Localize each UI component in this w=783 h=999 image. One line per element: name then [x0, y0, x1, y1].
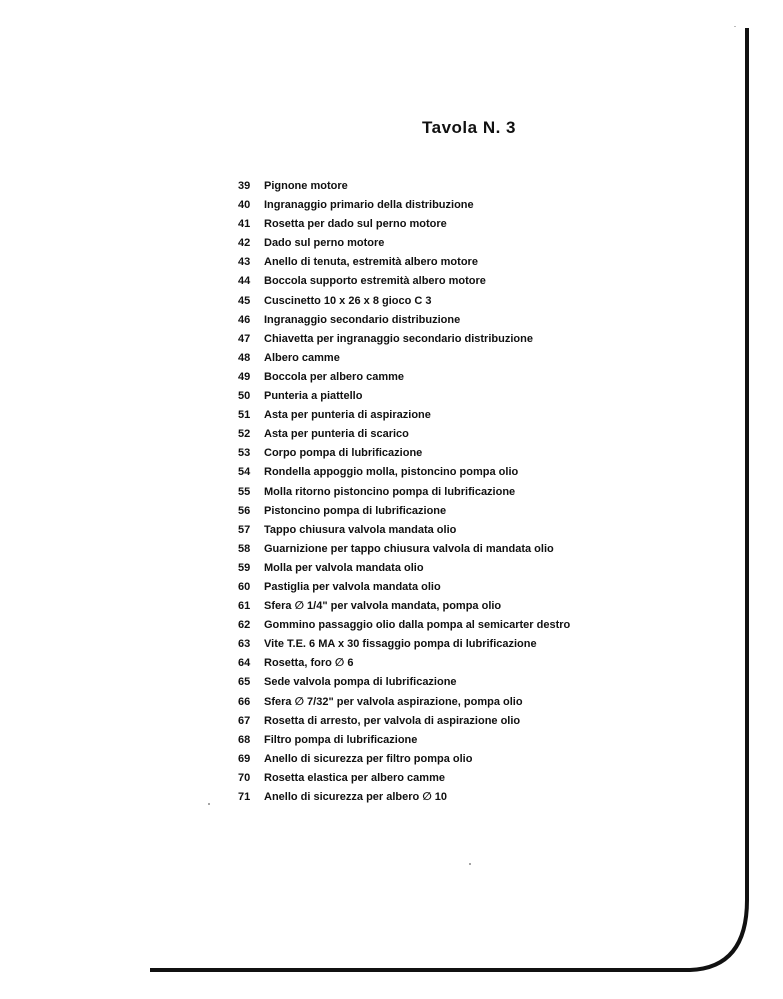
part-row	[238, 635, 570, 654]
part-row	[238, 406, 570, 425]
part-row	[238, 330, 570, 349]
part-description: Anello di tenuta, estremità albero motore	[264, 256, 478, 269]
part-number: 70	[238, 771, 251, 784]
part-number: 51	[238, 409, 251, 422]
part-number: 63	[238, 638, 251, 651]
part-description: Corpo pompa di lubrificazione	[264, 447, 423, 460]
part-description: Vite T.E. 6 MA x 30 fissaggio pompa di lubrificazione	[264, 638, 537, 651]
part-description: Anello di sicurezza per albero ∅ 10	[264, 791, 448, 803]
part-description: Pignone motore	[264, 180, 348, 192]
page-title: Tavola N. 3	[422, 118, 516, 137]
part-row	[238, 788, 570, 807]
part-number: 44	[238, 275, 251, 288]
part-row	[238, 272, 570, 291]
part-description: Boccola supporto estremità albero motore	[264, 275, 486, 288]
part-description: Anello di sicurezza per filtro pompa olio	[264, 752, 473, 765]
part-row	[238, 234, 570, 253]
part-row	[238, 769, 570, 788]
part-row	[238, 502, 570, 521]
part-number: 50	[238, 390, 251, 403]
part-row	[238, 196, 570, 215]
part-description: Guarnizione per tappo chiusura valvola di mandata olio	[264, 542, 554, 555]
part-description: Filtro pompa di lubrificazione	[264, 733, 418, 746]
part-number: 42	[238, 237, 251, 250]
part-row	[238, 578, 570, 597]
part-number: 57	[238, 523, 251, 536]
part-row	[238, 521, 570, 540]
part-number: 61	[238, 600, 251, 613]
part-row	[238, 654, 570, 673]
part-row	[238, 673, 570, 692]
scan-speck	[469, 863, 471, 865]
part-row	[238, 597, 570, 616]
part-row	[238, 731, 570, 750]
part-number: 69	[238, 752, 251, 765]
part-number: 66	[238, 695, 251, 708]
part-number: 65	[238, 676, 251, 689]
part-number: 40	[238, 199, 251, 212]
part-row	[238, 425, 570, 444]
part-number: 43	[238, 256, 251, 269]
part-description: Rosetta per dado sul perno motore	[264, 218, 447, 231]
part-description: Rosetta di arresto, per valvola di aspirazione olio	[264, 714, 521, 727]
part-row	[238, 463, 570, 482]
part-description: Rosetta elastica per albero camme	[264, 771, 445, 784]
part-number: 48	[238, 351, 251, 364]
parts-list	[238, 177, 570, 807]
part-description: Sede valvola pompa di lubrificazione	[264, 676, 457, 689]
part-number: 58	[238, 542, 251, 555]
part-row	[238, 444, 570, 463]
part-number: 49	[238, 370, 251, 383]
part-description: Albero camme	[264, 351, 340, 364]
part-number: 41	[238, 218, 251, 231]
part-description: Boccola per albero camme	[264, 370, 405, 383]
part-number: 52	[238, 428, 251, 441]
part-description: Dado sul perno motore	[264, 237, 385, 250]
part-number: 53	[238, 447, 251, 460]
part-description: Chiavetta per ingranaggio secondario distribuzione	[264, 332, 533, 345]
part-number: 60	[238, 580, 251, 593]
part-description: Gommino passaggio olio dalla pompa al semicarter destro	[264, 619, 571, 632]
part-row	[238, 559, 570, 578]
part-number: 45	[238, 294, 251, 307]
scan-speck	[208, 803, 210, 805]
part-number: 56	[238, 504, 251, 517]
part-description: Rondella appoggio molla, pistoncino pompa olio	[264, 466, 519, 479]
part-row	[238, 387, 570, 406]
part-number: 67	[238, 714, 251, 727]
part-description: Ingranaggio secondario distribuzione	[264, 313, 461, 326]
part-description: Asta per punteria di scarico	[264, 428, 409, 441]
part-row	[238, 368, 570, 387]
part-row	[238, 693, 570, 712]
part-description: Punteria a piattello	[264, 390, 363, 403]
part-row	[238, 253, 570, 272]
part-description: Tappo chiusura valvola mandata olio	[264, 523, 457, 536]
part-description: Pistoncino pompa di lubrificazione	[264, 504, 447, 517]
part-description: Asta per punteria di aspirazione	[264, 409, 431, 422]
part-row	[238, 292, 570, 311]
part-row	[238, 712, 570, 731]
part-number: 68	[238, 733, 251, 746]
part-row	[238, 540, 570, 559]
part-row	[238, 215, 570, 234]
part-row	[238, 750, 570, 769]
part-row	[238, 311, 570, 330]
part-description: Ingranaggio primario della distribuzione	[264, 199, 474, 212]
part-row	[238, 616, 570, 635]
part-description: Sfera ∅ 7/32" per valvola aspirazione, pompa olio	[264, 695, 523, 708]
part-description: Cuscinetto 10 x 26 x 8 gioco C 3	[264, 294, 432, 307]
part-number: 54	[238, 466, 251, 479]
part-number: 39	[238, 180, 251, 192]
part-description: Molla ritorno pistoncino pompa di lubrificazione	[264, 485, 516, 498]
part-number: 71	[238, 791, 251, 803]
part-description: Sfera ∅ 1/4" per valvola mandata, pompa olio	[264, 600, 502, 613]
part-number: 62	[238, 619, 251, 632]
part-description: Rosetta, foro ∅ 6	[264, 657, 354, 670]
part-row	[238, 349, 570, 368]
part-row	[238, 177, 570, 196]
part-number: 47	[238, 332, 251, 345]
part-description: Molla per valvola mandata olio	[264, 561, 424, 574]
part-description: Pastiglia per valvola mandata olio	[264, 580, 441, 593]
part-number: 59	[238, 561, 251, 574]
part-row	[238, 483, 570, 502]
part-number: 55	[238, 485, 251, 498]
part-number: 64	[238, 657, 251, 670]
part-number: 46	[238, 313, 251, 326]
